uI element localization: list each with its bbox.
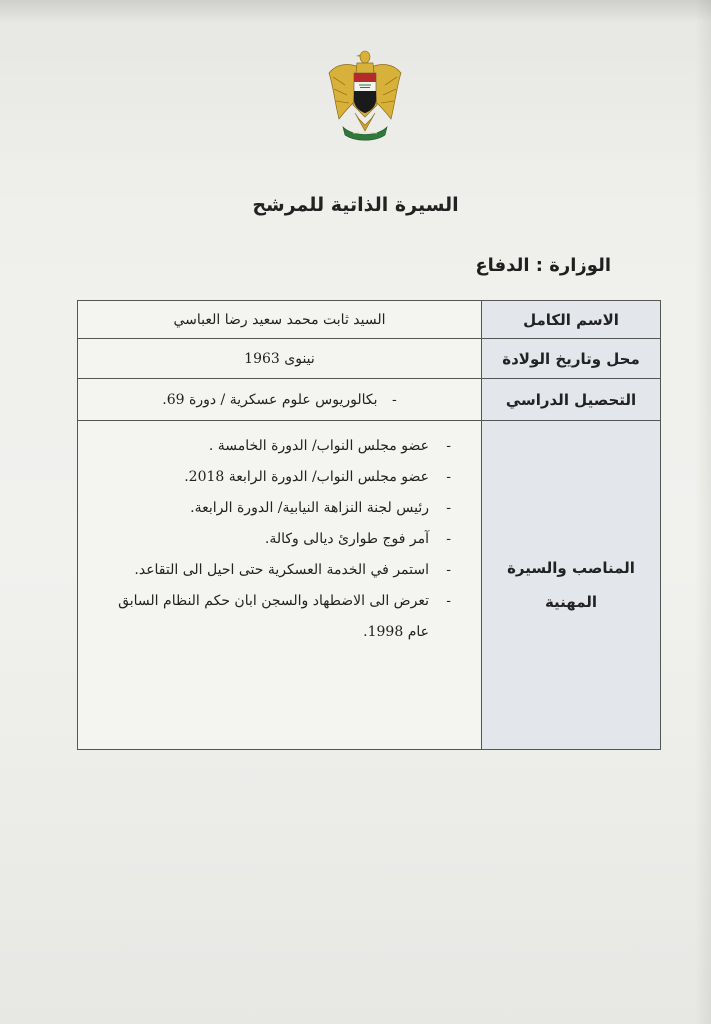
ministry-line <box>475 255 611 276</box>
birth-place-date-value: نينوى 1963 <box>78 339 482 379</box>
bullet-dash: - <box>446 438 451 455</box>
cv-table <box>77 300 661 750</box>
education-value: بكالوريوس علوم عسكرية / دورة 69. <box>162 391 378 408</box>
ministry-label: الوزارة <box>549 255 611 276</box>
bullet-dash: - <box>446 469 451 486</box>
full-name-value: السيد ثابت محمد سعيد رضا العباسي <box>78 301 482 339</box>
bullet-dash: - <box>446 531 451 548</box>
career-item-text: استمر في الخدمة العسكرية حتى احيل الى التقاعد. <box>134 562 429 579</box>
page-edge-shadow <box>695 0 711 1024</box>
document-title: السيرة الذاتية للمرشح <box>252 194 459 216</box>
bullet-dash: - <box>446 500 451 517</box>
career-label <box>482 421 661 750</box>
career-list <box>88 431 451 648</box>
list-item <box>88 555 451 586</box>
career-item-text: رئيس لجنة النزاهة النيابية/ الدورة الرابعة. <box>190 500 429 517</box>
career-item-text: تعرض الى الاضطهاد والسجن ابان حكم النظام السابق <box>118 593 429 610</box>
bullet-dash: - <box>446 562 451 579</box>
table-row <box>78 421 661 750</box>
list-item <box>88 431 451 462</box>
career-item-text: آمر فوج طوارئ ديالى وكالة. <box>264 531 429 548</box>
education-value-cell <box>78 379 482 421</box>
list-item <box>88 462 451 493</box>
career-item-text: عضو مجلس النواب/ الدورة الخامسة . <box>208 438 429 455</box>
table-row <box>78 339 661 379</box>
page-top-shadow <box>0 0 711 22</box>
career-item-continuation: عام 1998. <box>363 624 429 641</box>
birth-place-date-label: محل وتاريخ الولادة <box>482 339 661 379</box>
ministry-separator: : <box>535 255 543 276</box>
iraq-coat-of-arms-eagle-icon <box>325 45 405 145</box>
full-name-label: الاسم الكامل <box>482 301 661 339</box>
bullet-dash: - <box>446 593 451 610</box>
career-items-cell <box>78 421 482 750</box>
list-item <box>88 493 451 524</box>
career-item-text: عضو مجلس النواب/ الدورة الرابعة 2018. <box>184 469 429 486</box>
list-item <box>88 524 451 555</box>
ministry-value: الدفاع <box>475 255 530 276</box>
list-item <box>88 586 451 648</box>
education-dash: - <box>392 391 397 408</box>
career-label-line1: المناصب والسيرة <box>507 559 635 578</box>
education-label: التحصيل الدراسي <box>482 379 661 421</box>
table-row <box>78 379 661 421</box>
table-row <box>78 301 661 339</box>
career-label-line2: المهنية <box>544 593 598 612</box>
